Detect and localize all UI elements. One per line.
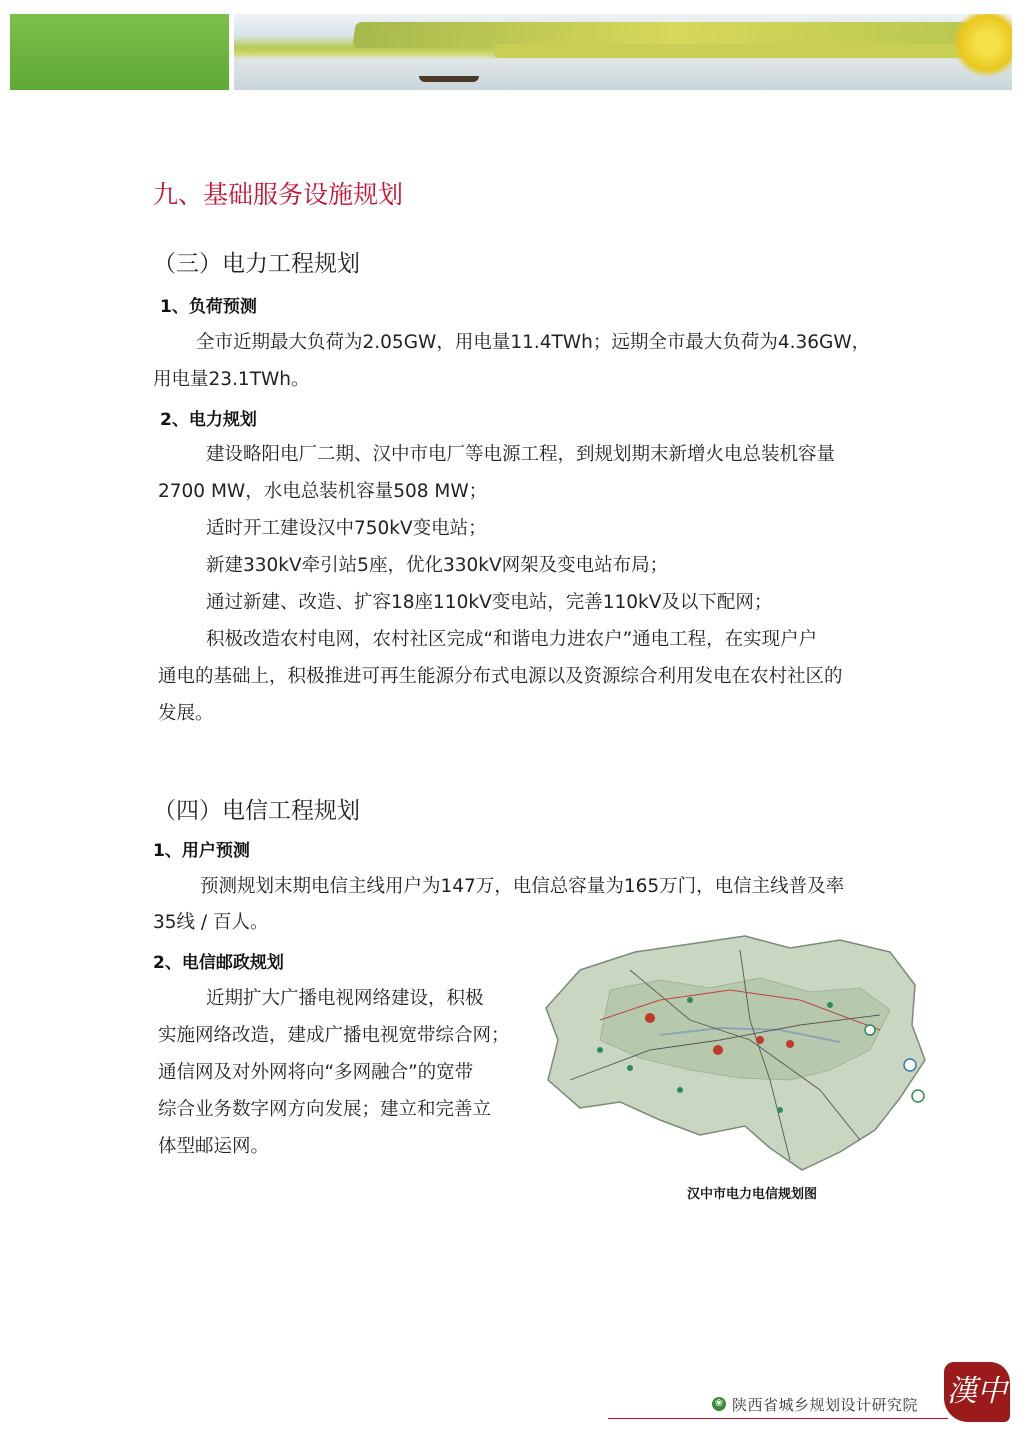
power-sub2-line: 通电的基础上，积极推进可再生能源分布式电源以及资源综合利用发电在农村社区的 xyxy=(158,666,843,687)
telecom-sub2-line: 实施网络改造，建成广播电视宽带综合网； xyxy=(158,1025,510,1046)
telecom-sub2-line: 体型邮运网。 xyxy=(158,1136,270,1157)
power-sub2-line: 2700 MW，水电总装机容量508 MW； xyxy=(158,481,488,502)
header-landscape-photo xyxy=(234,14,1012,90)
power-sub1-line: 用电量23.1TWh。 xyxy=(153,369,310,390)
power-sub2-line: 通过新建、改造、扩容18座110kV变电站，完善110kV及以下配网； xyxy=(206,592,773,613)
telecom-sub1-line: 预测规划末期电信主线用户为147万，电信总容量为165万门，电信主线普及率 xyxy=(200,876,845,897)
map-caption: 汉中市电力电信规划图 xyxy=(687,1187,818,1202)
power-sub2-line: 积极改造农村电网，农村社区完成“和谐电力进农户”通电工程，在实现户户 xyxy=(206,629,818,650)
power-sub1-title: 1、负荷预测 xyxy=(160,297,257,317)
hanzhong-seal-logo: 漢中 xyxy=(944,1362,1010,1422)
telecom-sub2-line: 近期扩大广播电视网络建设，积极 xyxy=(206,988,484,1009)
power-sub1-line: 全市近期最大负荷为2.05GW，用电量11.4TWh；远期全市最大负荷为4.36GW， xyxy=(196,332,871,353)
power-sub2-line: 适时开工建设汉中750kV变电站； xyxy=(206,518,487,539)
telecom-heading: （四）电信工程规划 xyxy=(153,798,360,824)
telecom-sub1-line: 35线 / 百人。 xyxy=(153,912,269,933)
power-sub2-line: 新建330kV牵引站5座，优化330kV网架及变电站布局； xyxy=(206,555,669,576)
power-sub2-line: 建设略阳电厂二期、汉中市电厂等电源工程，到规划期末新增火电总装机容量 xyxy=(206,444,836,465)
section-title: 九、基础服务设施规划 xyxy=(153,180,404,209)
header-green-block xyxy=(10,14,229,90)
footer-institute-name: 陕西省城乡规划设计研究院 xyxy=(732,1396,919,1414)
telecom-sub1-title: 1、用户预测 xyxy=(153,841,250,861)
footer-divider xyxy=(608,1418,948,1419)
power-telecom-map xyxy=(540,930,936,1175)
telecom-sub2-title: 2、电信邮政规划 xyxy=(153,953,284,973)
institute-logo-icon: ❀ xyxy=(712,1397,726,1411)
power-sub2-line: 发展。 xyxy=(158,703,214,724)
power-heading: （三）电力工程规划 xyxy=(153,251,360,277)
telecom-sub2-line: 通信网及对外网将向“多网融合”的宽带 xyxy=(158,1062,474,1083)
power-sub2-title: 2、电力规划 xyxy=(160,410,257,430)
telecom-sub2-line: 综合业务数字网方向发展；建立和完善立 xyxy=(158,1099,492,1120)
